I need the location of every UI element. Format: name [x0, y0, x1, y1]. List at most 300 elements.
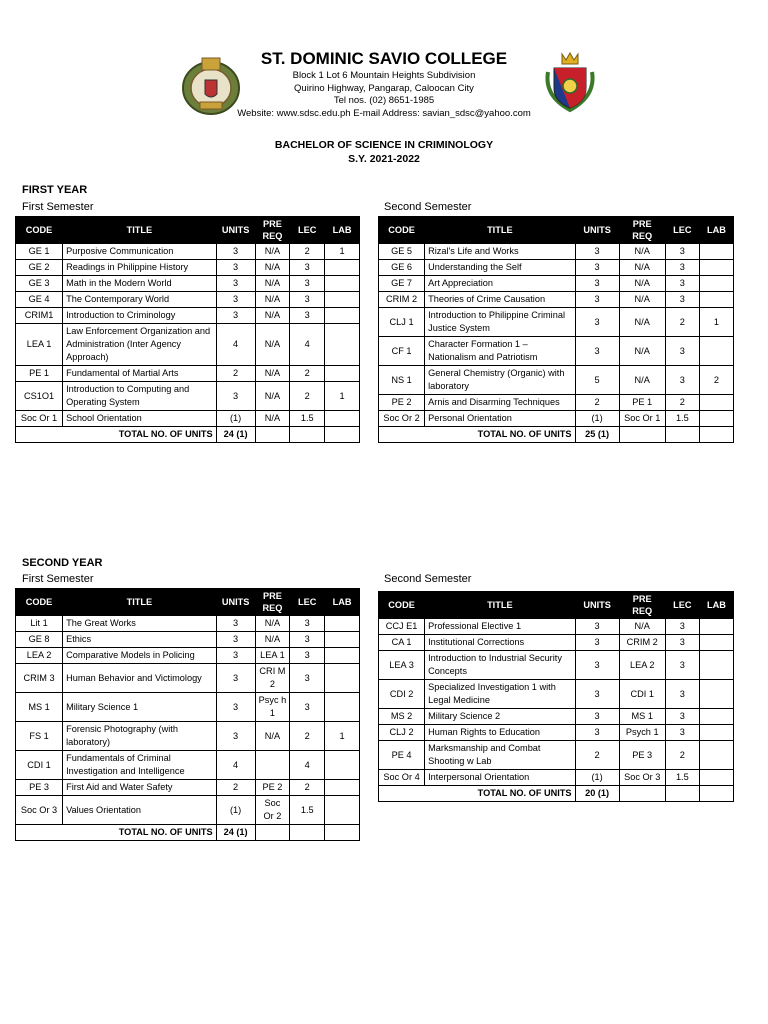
- cell-units: 3: [575, 619, 619, 635]
- cell-prereq: LEA 1: [255, 648, 290, 664]
- empty-cell: [665, 427, 699, 443]
- cell-lec: 2: [665, 741, 699, 770]
- cell-units: 3: [216, 722, 255, 751]
- cell-title: Introduction to Computing and Operating System: [63, 382, 217, 411]
- cell-title: Interpersonal Orientation: [425, 770, 575, 786]
- cell-code: Lit 1: [16, 616, 63, 632]
- cell-lab: [699, 395, 733, 411]
- course-row: [379, 725, 734, 741]
- course-row: [16, 411, 360, 427]
- cell-lec: 2: [290, 382, 325, 411]
- cell-prereq: N/A: [255, 324, 290, 366]
- cell-title: Military Science 1: [63, 693, 217, 722]
- cell-prereq: N/A: [619, 276, 665, 292]
- cell-code: CRIM 2: [379, 292, 425, 308]
- cell-prereq: N/A: [255, 366, 290, 382]
- cell-lec: 3: [290, 664, 325, 693]
- cell-lab: [699, 725, 733, 741]
- cell-title: Art Appreciation: [425, 276, 575, 292]
- cell-lab: [699, 619, 733, 635]
- college-name: ST. DOMINIC SAVIO COLLEGE: [260, 49, 508, 68]
- empty-cell: [255, 825, 290, 841]
- course-row: [16, 722, 360, 751]
- cell-prereq: N/A: [255, 260, 290, 276]
- cell-title: Institutional Corrections: [425, 635, 575, 651]
- cell-title: Comparative Models in Policing: [63, 648, 217, 664]
- column-header-lec: LEC: [290, 217, 325, 244]
- cell-units: 3: [216, 648, 255, 664]
- course-row: [379, 276, 734, 292]
- cell-code: PE 3: [16, 780, 63, 796]
- cell-lab: [325, 308, 360, 324]
- total-units: 24 (1): [216, 427, 255, 443]
- cell-units: 4: [216, 324, 255, 366]
- cell-units: 2: [575, 741, 619, 770]
- year-title-second: SECOND YEAR: [22, 557, 103, 569]
- cell-lab: [325, 751, 360, 780]
- cell-lec: 3: [665, 725, 699, 741]
- cell-units: 3: [216, 693, 255, 722]
- cell-prereq: LEA 2: [619, 651, 665, 680]
- cell-lec: 1.5: [290, 411, 325, 427]
- cell-title: Fundamentals of Criminal Investigation and Intelligence: [63, 751, 217, 780]
- cell-title: Character Formation 1 – Nationalism and Patriotism: [425, 337, 575, 366]
- cell-units: (1): [575, 411, 619, 427]
- cell-title: Law Enforcement Organization and Administration (Inter Agency Approach): [63, 324, 217, 366]
- column-header-title: TITLE: [425, 217, 575, 244]
- cell-lec: 3: [665, 366, 699, 395]
- cell-code: GE 7: [379, 276, 425, 292]
- semester-title: Second Semester: [384, 201, 472, 213]
- cell-prereq: N/A: [255, 616, 290, 632]
- cell-title: Introduction to Philippine Criminal Justice System: [425, 308, 575, 337]
- cell-code: Soc Or 3: [16, 796, 63, 825]
- column-header-units: UNITS: [216, 589, 255, 616]
- cell-lec: 3: [290, 276, 325, 292]
- course-row: [379, 260, 734, 276]
- cell-prereq: PE 1: [619, 395, 665, 411]
- cell-code: GE 8: [16, 632, 63, 648]
- cell-lec: 3: [665, 260, 699, 276]
- cell-units: 3: [575, 680, 619, 709]
- course-row: [379, 635, 734, 651]
- cell-title: Rizal's Life and Works: [425, 244, 575, 260]
- course-row: [379, 244, 734, 260]
- empty-cell: [699, 427, 733, 443]
- cell-prereq: N/A: [255, 308, 290, 324]
- course-row: [379, 337, 734, 366]
- cell-lab: [699, 680, 733, 709]
- letterhead: [0, 48, 768, 120]
- cell-code: Soc Or 4: [379, 770, 425, 786]
- cell-prereq: N/A: [619, 366, 665, 395]
- cell-lab: 1: [325, 722, 360, 751]
- cell-code: MS 1: [16, 693, 63, 722]
- cell-title: First Aid and Water Safety: [63, 780, 217, 796]
- cell-lec: 3: [290, 616, 325, 632]
- cell-prereq: CRI M 2: [255, 664, 290, 693]
- school-year: S.Y. 2021-2022: [348, 153, 420, 165]
- cell-lab: [699, 741, 733, 770]
- column-header-title: TITLE: [425, 592, 575, 619]
- cell-lab: [699, 337, 733, 366]
- empty-cell: [699, 786, 733, 802]
- cell-lec: 4: [290, 751, 325, 780]
- course-row: [16, 324, 360, 366]
- total-label: TOTAL NO. OF UNITS: [379, 427, 576, 443]
- cell-code: CLJ 1: [379, 308, 425, 337]
- course-row: [16, 616, 360, 632]
- course-row: [379, 680, 734, 709]
- course-row: [379, 411, 734, 427]
- cell-prereq: [255, 751, 290, 780]
- cell-lab: [325, 324, 360, 366]
- empty-cell: [619, 786, 665, 802]
- cell-prereq: PE 3: [619, 741, 665, 770]
- cell-units: 3: [575, 308, 619, 337]
- empty-cell: [290, 427, 325, 443]
- cell-code: CS1O1: [16, 382, 63, 411]
- cell-lec: 3: [665, 244, 699, 260]
- cell-lab: 2: [699, 366, 733, 395]
- course-row: [379, 741, 734, 770]
- column-header-prereq: PRE REQ: [619, 217, 665, 244]
- column-header-prereq: PRE REQ: [255, 589, 290, 616]
- cell-code: GE 6: [379, 260, 425, 276]
- cell-code: CDI 2: [379, 680, 425, 709]
- cell-lec: 2: [290, 366, 325, 382]
- cell-code: CDI 1: [16, 751, 63, 780]
- program-name: BACHELOR OF SCIENCE IN CRIMINOLOGY: [274, 139, 494, 151]
- cell-lab: [325, 693, 360, 722]
- cell-lab: [699, 411, 733, 427]
- semester-title: First Semester: [22, 201, 94, 213]
- cell-units: 3: [216, 308, 255, 324]
- cell-prereq: PE 2: [255, 780, 290, 796]
- cell-title: Forensic Photography (with laboratory): [63, 722, 217, 751]
- cell-units: 5: [575, 366, 619, 395]
- cell-code: PE 4: [379, 741, 425, 770]
- cell-units: 3: [216, 616, 255, 632]
- cell-lec: 2: [290, 780, 325, 796]
- cell-lab: [325, 292, 360, 308]
- cell-prereq: N/A: [619, 337, 665, 366]
- cell-title: Introduction to Industrial Security Concepts: [425, 651, 575, 680]
- course-row: [16, 632, 360, 648]
- cell-units: 3: [575, 635, 619, 651]
- cell-code: CCJ E1: [379, 619, 425, 635]
- cell-code: PE 1: [16, 366, 63, 382]
- cell-prereq: N/A: [255, 276, 290, 292]
- semester-title: First Semester: [22, 573, 94, 585]
- cell-code: PE 2: [379, 395, 425, 411]
- cell-units: 3: [216, 632, 255, 648]
- cell-lab: [699, 276, 733, 292]
- cell-title: Arnis and Disarming Techniques: [425, 395, 575, 411]
- curriculum-table-y1-s1: [15, 216, 360, 443]
- total-row: [16, 427, 360, 443]
- cell-lec: 3: [665, 709, 699, 725]
- cell-title: The Contemporary World: [63, 292, 217, 308]
- cell-lec: 2: [290, 244, 325, 260]
- year-title-first: FIRST YEAR: [22, 184, 88, 196]
- cell-lab: [325, 632, 360, 648]
- cell-code: Soc Or 2: [379, 411, 425, 427]
- column-header-code: CODE: [379, 592, 425, 619]
- cell-code: GE 5: [379, 244, 425, 260]
- cell-title: Theories of Crime Causation: [425, 292, 575, 308]
- total-units: 24 (1): [216, 825, 255, 841]
- course-row: [379, 292, 734, 308]
- empty-cell: [325, 427, 360, 443]
- column-header-code: CODE: [16, 217, 63, 244]
- cell-lab: [325, 616, 360, 632]
- total-row: [379, 427, 734, 443]
- cell-prereq: N/A: [255, 382, 290, 411]
- website-email: Website: www.sdsc.edu.ph E-mail Address: savian_sdsc@yahoo.com: [237, 107, 531, 119]
- cell-units: 3: [216, 664, 255, 693]
- column-header-code: CODE: [16, 589, 63, 616]
- cell-prereq: N/A: [619, 619, 665, 635]
- empty-cell: [619, 427, 665, 443]
- cell-title: Marksmanship and Combat Shooting w Lab: [425, 741, 575, 770]
- cell-lab: [699, 260, 733, 276]
- cell-lec: 3: [290, 693, 325, 722]
- column-header-prereq: PRE REQ: [255, 217, 290, 244]
- cell-title: Specialized Investigation 1 with Legal Medicine: [425, 680, 575, 709]
- cell-lec: 2: [665, 395, 699, 411]
- cell-prereq: Psyc h 1: [255, 693, 290, 722]
- cell-prereq: N/A: [619, 308, 665, 337]
- cell-lec: 3: [665, 651, 699, 680]
- cell-code: GE 2: [16, 260, 63, 276]
- course-row: [16, 366, 360, 382]
- cell-units: 3: [575, 651, 619, 680]
- cell-title: Values Orientation: [63, 796, 217, 825]
- course-row: [16, 244, 360, 260]
- header-row: [379, 592, 734, 619]
- total-label: TOTAL NO. OF UNITS: [379, 786, 576, 802]
- cell-prereq: N/A: [619, 260, 665, 276]
- cell-units: 3: [575, 337, 619, 366]
- course-row: [379, 770, 734, 786]
- column-header-lab: LAB: [699, 217, 733, 244]
- cell-lab: [699, 709, 733, 725]
- cell-lab: [325, 648, 360, 664]
- cell-code: Soc Or 1: [16, 411, 63, 427]
- cell-units: 3: [216, 382, 255, 411]
- cell-lab: [325, 664, 360, 693]
- cell-code: NS 1: [379, 366, 425, 395]
- cell-code: MS 2: [379, 709, 425, 725]
- cell-title: Understanding the Self: [425, 260, 575, 276]
- course-row: [16, 664, 360, 693]
- semester-title: Second Semester: [384, 573, 472, 585]
- cell-lab: [699, 244, 733, 260]
- cell-units: (1): [216, 411, 255, 427]
- cell-units: 3: [216, 276, 255, 292]
- cell-units: 3: [216, 244, 255, 260]
- course-row: [16, 292, 360, 308]
- cell-code: GE 3: [16, 276, 63, 292]
- cell-units: 3: [575, 260, 619, 276]
- curriculum-table-y2-s1: [15, 588, 360, 841]
- course-row: [16, 308, 360, 324]
- cell-title: Human Rights to Education: [425, 725, 575, 741]
- cell-prereq: N/A: [255, 244, 290, 260]
- cell-units: 3: [216, 260, 255, 276]
- cell-prereq: Soc Or 1: [619, 411, 665, 427]
- cell-code: CLJ 2: [379, 725, 425, 741]
- course-row: [379, 366, 734, 395]
- cell-prereq: Psych 1: [619, 725, 665, 741]
- course-row: [379, 395, 734, 411]
- cell-title: School Orientation: [63, 411, 217, 427]
- cell-title: General Chemistry (Organic) with laboratory: [425, 366, 575, 395]
- cell-code: CRIM1: [16, 308, 63, 324]
- cell-lec: 3: [290, 308, 325, 324]
- cell-prereq: N/A: [255, 411, 290, 427]
- cell-title: Fundamental of Martial Arts: [63, 366, 217, 382]
- course-row: [379, 651, 734, 680]
- cell-lab: [325, 260, 360, 276]
- course-row: [379, 619, 734, 635]
- cell-units: 3: [575, 709, 619, 725]
- total-label: TOTAL NO. OF UNITS: [16, 825, 217, 841]
- cell-lab: [325, 780, 360, 796]
- column-header-lec: LEC: [290, 589, 325, 616]
- header-row: [16, 217, 360, 244]
- course-row: [16, 780, 360, 796]
- column-header-code: CODE: [379, 217, 425, 244]
- cell-code: LEA 2: [16, 648, 63, 664]
- column-header-title: TITLE: [63, 589, 217, 616]
- total-label: TOTAL NO. OF UNITS: [16, 427, 217, 443]
- cell-code: FS 1: [16, 722, 63, 751]
- cell-prereq: N/A: [255, 632, 290, 648]
- cell-prereq: CRIM 2: [619, 635, 665, 651]
- cell-code: CA 1: [379, 635, 425, 651]
- column-header-prereq: PRE REQ: [619, 592, 665, 619]
- column-header-lec: LEC: [665, 217, 699, 244]
- cell-lec: 1.5: [290, 796, 325, 825]
- cell-lab: [699, 651, 733, 680]
- cell-units: 3: [575, 725, 619, 741]
- total-units: 25 (1): [575, 427, 619, 443]
- column-header-units: UNITS: [575, 592, 619, 619]
- cell-lec: 1.5: [665, 411, 699, 427]
- address-line-1: Block 1 Lot 6 Mountain Heights Subdivision: [292, 70, 476, 81]
- cell-code: LEA 3: [379, 651, 425, 680]
- cell-lec: 3: [665, 635, 699, 651]
- cell-lec: 3: [290, 632, 325, 648]
- cell-prereq: Soc Or 2: [255, 796, 290, 825]
- cell-units: 2: [216, 366, 255, 382]
- curriculum-table-y2-s2: [378, 591, 734, 802]
- program-heading: [0, 138, 768, 166]
- cell-lab: [699, 635, 733, 651]
- course-row: [16, 276, 360, 292]
- total-row: [16, 825, 360, 841]
- header-row: [379, 217, 734, 244]
- cell-code: LEA 1: [16, 324, 63, 366]
- address-line-2: Quirino Highway, Pangarap, Caloocan City: [294, 82, 474, 94]
- cell-prereq: N/A: [619, 244, 665, 260]
- cell-lec: 3: [665, 337, 699, 366]
- cell-lab: [325, 366, 360, 382]
- cell-lab: [325, 276, 360, 292]
- cell-lec: 2: [665, 308, 699, 337]
- cell-lab: [699, 292, 733, 308]
- empty-cell: [665, 786, 699, 802]
- curriculum-table-y1-s2: [378, 216, 734, 443]
- cell-title: Human Behavior and Victimology: [63, 664, 217, 693]
- cell-title: Introduction to Criminology: [63, 308, 217, 324]
- cell-title: Purposive Communication: [63, 244, 217, 260]
- cell-prereq: CDI 1: [619, 680, 665, 709]
- cell-units: 3: [575, 292, 619, 308]
- cell-units: 2: [575, 395, 619, 411]
- cell-lab: 1: [325, 382, 360, 411]
- cell-code: GE 1: [16, 244, 63, 260]
- course-row: [16, 648, 360, 664]
- cell-lec: 3: [290, 292, 325, 308]
- column-header-lab: LAB: [699, 592, 733, 619]
- header-row: [16, 589, 360, 616]
- cell-lec: 3: [665, 276, 699, 292]
- cell-prereq: Soc Or 3: [619, 770, 665, 786]
- cell-units: 3: [216, 292, 255, 308]
- course-row: [379, 308, 734, 337]
- cell-lec: 3: [290, 260, 325, 276]
- cell-lec: 3: [665, 680, 699, 709]
- empty-cell: [325, 825, 360, 841]
- cell-units: 2: [216, 780, 255, 796]
- cell-title: Professional Elective 1: [425, 619, 575, 635]
- course-row: [16, 260, 360, 276]
- cell-units: (1): [216, 796, 255, 825]
- column-header-lab: LAB: [325, 589, 360, 616]
- total-units: 20 (1): [575, 786, 619, 802]
- cell-prereq: N/A: [255, 722, 290, 751]
- column-header-lab: LAB: [325, 217, 360, 244]
- cell-lec: 3: [665, 292, 699, 308]
- course-row: [16, 382, 360, 411]
- empty-cell: [290, 825, 325, 841]
- column-header-lec: LEC: [665, 592, 699, 619]
- cell-units: (1): [575, 770, 619, 786]
- column-header-title: TITLE: [63, 217, 217, 244]
- column-header-units: UNITS: [216, 217, 255, 244]
- cell-title: Readings in Philippine History: [63, 260, 217, 276]
- cell-units: 3: [575, 244, 619, 260]
- cell-lec: 1.5: [665, 770, 699, 786]
- course-row: [379, 709, 734, 725]
- cell-prereq: N/A: [255, 292, 290, 308]
- cell-code: CF 1: [379, 337, 425, 366]
- cell-code: CRIM 3: [16, 664, 63, 693]
- course-row: [16, 796, 360, 825]
- cell-lab: 1: [699, 308, 733, 337]
- column-header-units: UNITS: [575, 217, 619, 244]
- cell-lec: 3: [290, 648, 325, 664]
- cell-lab: [325, 796, 360, 825]
- cell-title: Personal Orientation: [425, 411, 575, 427]
- cell-lab: 1: [325, 244, 360, 260]
- cell-lec: 4: [290, 324, 325, 366]
- course-row: [16, 751, 360, 780]
- course-row: [16, 693, 360, 722]
